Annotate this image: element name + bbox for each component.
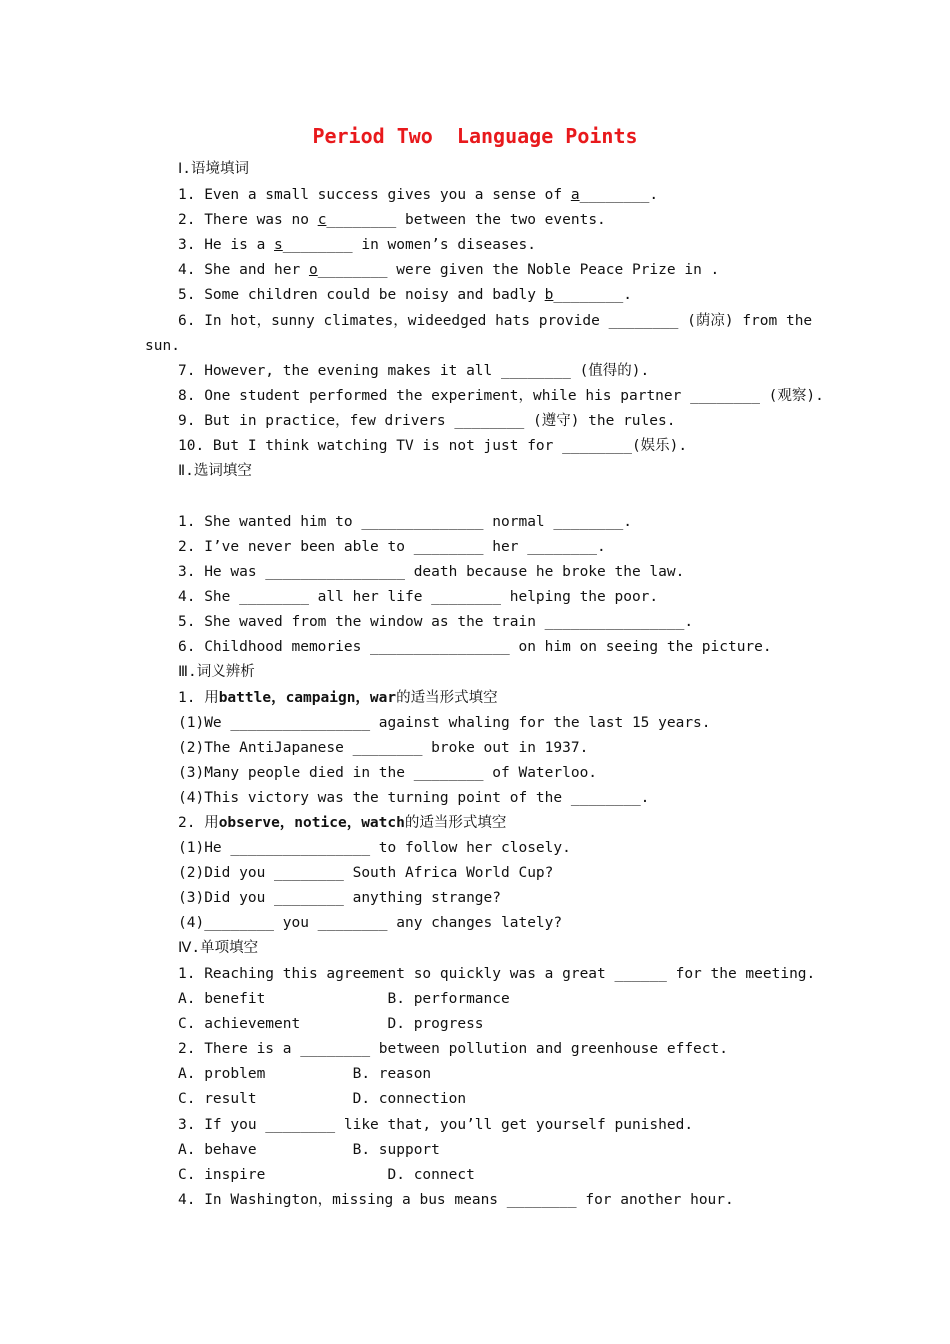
text-line (178, 312, 812, 330)
hint-letter: b (544, 287, 554, 303)
line-text: Ⅱ.选词填空 (178, 463, 252, 479)
line-text: 6. Childhood memories ________________ on him on seeing the picture. (178, 639, 772, 655)
line-text: (4)This victory was the turning point of the ________. (178, 790, 650, 806)
line-text: 2. There is a ________ between pollution and greenhouse effect. (178, 1041, 728, 1057)
line-text: (3)Did you ________ anything strange? (178, 890, 502, 906)
line-text: Ⅳ.单项填空 (178, 940, 259, 956)
text-line (178, 387, 824, 405)
text-line (178, 613, 693, 631)
word-choices: observe，notice，watch (218, 815, 405, 831)
line-text-rest: ________ in women’s diseases. (282, 237, 536, 253)
text-line (178, 513, 632, 531)
text-line (178, 437, 687, 455)
text-line (178, 186, 658, 204)
line-text: A. benefit B. performance (178, 991, 510, 1007)
line-text: (3)Many people died in the ________ of Waterloo. (178, 765, 598, 781)
text-line (178, 990, 510, 1008)
text-line (178, 1090, 466, 1108)
line-text: 1. Even a small success gives you a sense of (178, 187, 571, 203)
text-line (178, 638, 772, 656)
line-text: sun. (145, 338, 180, 354)
word-choices: battle，campaign，war (218, 690, 397, 706)
text-line (178, 714, 711, 732)
line-text: 4. In Washington，missing a bus means ________ for another hour. (178, 1192, 734, 1208)
text-line (178, 965, 815, 983)
line-text-rest: 的适当形式填空 (404, 815, 507, 831)
line-text: 2. I’ve never been able to ________ her ________. (178, 539, 606, 555)
text-line (178, 1191, 734, 1209)
line-text: 9. But in practice，few drivers ________ (遵守) the rules. (178, 413, 676, 429)
text-line (178, 160, 249, 178)
line-text-rest: ________ between the two events. (326, 212, 606, 228)
line-text: 6. In hot，sunny climates，wideedged hats provide ________ (荫凉) from the (178, 313, 813, 329)
text-line (178, 939, 258, 957)
hint-letter: s (274, 237, 283, 253)
line-text: C. achievement D. progress (178, 1016, 484, 1032)
text-line (178, 236, 536, 254)
text-line (178, 1040, 728, 1058)
page-title: Period Two Language Points (312, 124, 638, 148)
text-line (178, 764, 597, 782)
line-text: Ⅲ.词义辨析 (178, 664, 255, 680)
line-text: 5. Some children could be noisy and badly (178, 287, 545, 303)
text-line (178, 211, 606, 229)
text-line (178, 412, 675, 430)
line-text: C. inspire D. connect (178, 1167, 475, 1183)
text-line (178, 864, 553, 882)
hint-letter: o (308, 262, 318, 278)
text-line (178, 462, 252, 480)
text-line (145, 337, 180, 355)
line-text: A. behave B. support (178, 1142, 440, 1158)
hint-letter: c (317, 212, 327, 228)
line-text-rest: ________. (553, 287, 632, 303)
line-text: A. problem B. reason (178, 1066, 432, 1082)
text-line (178, 814, 506, 832)
line-text: 3. He was ________________ death because he broke the law. (178, 564, 685, 580)
line-text: 2. There was no (178, 212, 318, 228)
text-line (178, 538, 606, 556)
line-text: 10. But I think watching TV is not just for ________(娱乐). (178, 438, 688, 454)
text-line (178, 889, 501, 907)
text-line (178, 1141, 440, 1159)
line-text: (1)We ________________ against whaling for the last 15 years. (178, 715, 711, 731)
text-line (178, 286, 632, 304)
hint-letter: a (570, 187, 580, 203)
line-text: 1. Reaching this agreement so quickly was a great ______ for the meeting. (178, 966, 816, 982)
line-text: 4. She and her (178, 262, 309, 278)
text-line (178, 1116, 693, 1134)
text-line (178, 789, 649, 807)
line-text: 1. She wanted him to ______________ normal ________. (178, 514, 632, 530)
line-text: 5. She waved from the window as the train ________________. (178, 614, 694, 630)
text-line (178, 362, 649, 380)
text-line (178, 839, 571, 857)
line-text-rest: ________ were given the Noble Peace Prize in . (317, 262, 720, 278)
text-line (178, 563, 684, 581)
text-line (178, 689, 498, 707)
line-text: (1)He ________________ to follow her closely. (178, 840, 571, 856)
line-text: 1. 用 (178, 690, 219, 706)
text-line (178, 261, 719, 279)
line-text-rest: ________. (579, 187, 659, 203)
text-line (178, 1065, 431, 1083)
line-text: 8. One student performed the experiment，while his partner ________ (观察). (178, 388, 824, 404)
text-line (178, 914, 562, 932)
line-text: (2)Did you ________ South Africa World Cup? (178, 865, 554, 881)
line-text: (4)________ you ________ any changes lately? (178, 915, 563, 931)
line-text: (2)The AntiJapanese ________ broke out in 1937. (178, 740, 589, 756)
line-text: 3. He is a (178, 237, 275, 253)
line-text: 3. If you ________ like that, you’ll get yourself punished. (178, 1117, 694, 1133)
line-text: C. result D. connection (178, 1091, 467, 1107)
text-line (178, 663, 255, 681)
text-line (178, 1015, 484, 1033)
line-text-rest: 的适当形式填空 (396, 690, 498, 706)
text-line (178, 1166, 475, 1184)
line-text: 2. 用 (178, 815, 219, 831)
line-text: 7. However, the evening makes it all ________ (值得的). (178, 363, 650, 379)
text-line (178, 739, 588, 757)
line-text: 4. She ________ all her life ________ helping the poor. (178, 589, 659, 605)
text-line (178, 588, 658, 606)
line-text: Ⅰ.语境填词 (178, 161, 250, 177)
